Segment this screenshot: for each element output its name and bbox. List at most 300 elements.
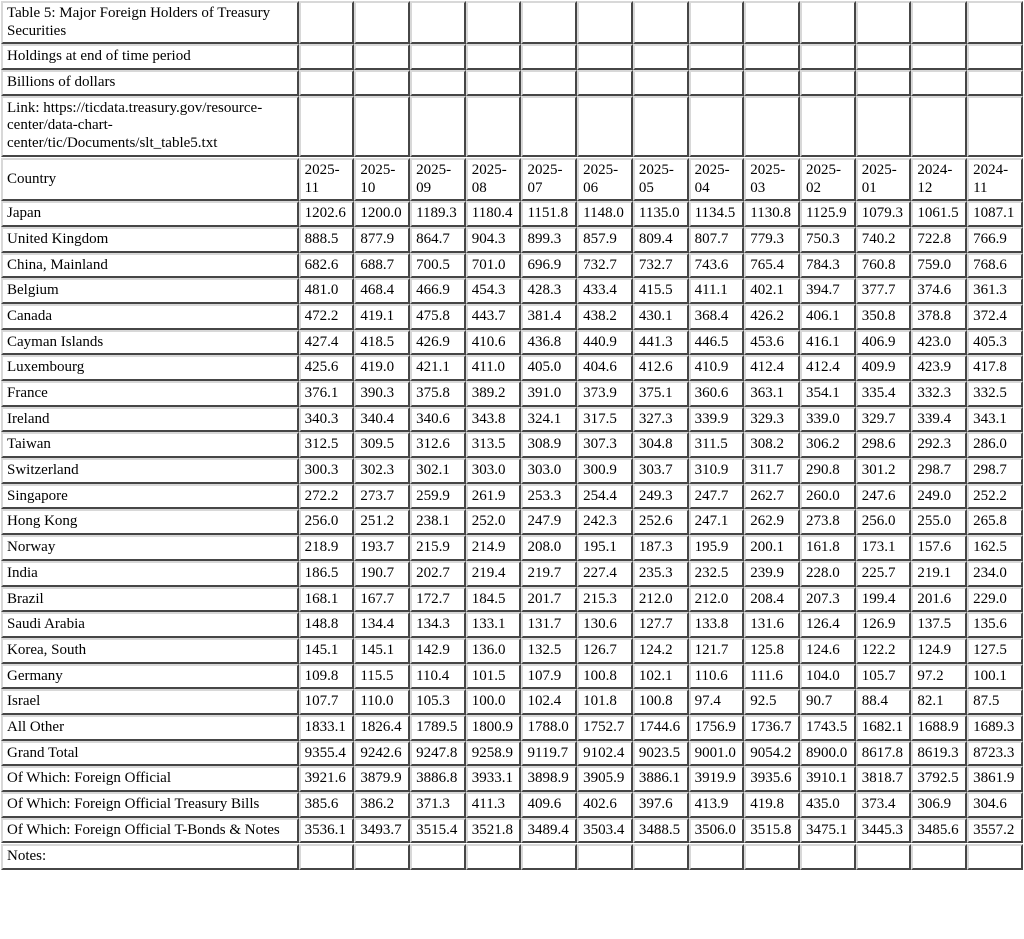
holdings-value-cell: 413.9 xyxy=(689,792,745,818)
notes-row-empty-cell xyxy=(299,844,355,870)
holdings-value-cell: 760.8 xyxy=(856,253,912,279)
subtitle-row-2 xyxy=(1,70,1023,96)
row-label-country: Ireland xyxy=(1,407,299,433)
subtitle-row-1-empty-cell xyxy=(967,44,1023,70)
holdings-value-cell: 193.7 xyxy=(354,535,410,561)
holdings-value-cell: 242.3 xyxy=(577,509,633,535)
holdings-value-cell: 115.5 xyxy=(354,664,410,690)
source-link-text[interactable]: Link: https://ticdata.treasury.gov/resource-center/data-chart-center/tic/Documents/slt_table5.txt xyxy=(1,96,299,157)
holdings-value-cell: 3792.5 xyxy=(911,766,967,792)
holdings-value-cell: 3921.6 xyxy=(299,766,355,792)
holdings-value-cell: 111.6 xyxy=(744,664,800,690)
holdings-value-cell: 1833.1 xyxy=(299,715,355,741)
holdings-value-cell: 302.3 xyxy=(354,458,410,484)
holdings-value-cell: 167.7 xyxy=(354,587,410,613)
holdings-value-cell: 195.9 xyxy=(689,535,745,561)
holdings-value-cell: 1202.6 xyxy=(299,201,355,227)
row-label-country: Japan xyxy=(1,201,299,227)
title-row-empty-cell xyxy=(354,1,410,44)
holdings-value-cell: 468.4 xyxy=(354,278,410,304)
holdings-value-cell: 340.3 xyxy=(299,407,355,433)
holdings-value-cell: 1682.1 xyxy=(856,715,912,741)
holdings-value-cell: 135.6 xyxy=(967,612,1023,638)
holdings-value-cell: 105.7 xyxy=(856,664,912,690)
holdings-value-cell: 317.5 xyxy=(577,407,633,433)
table-row xyxy=(1,278,1023,304)
title-row-empty-cell xyxy=(800,1,856,44)
holdings-value-cell: 1689.3 xyxy=(967,715,1023,741)
holdings-value-cell: 419.0 xyxy=(354,355,410,381)
holdings-value-cell: 101.8 xyxy=(577,689,633,715)
holdings-value-cell: 124.6 xyxy=(800,638,856,664)
holdings-value-cell: 3933.1 xyxy=(466,766,522,792)
holdings-value-cell: 378.8 xyxy=(911,304,967,330)
notes-row-empty-cell xyxy=(744,844,800,870)
holdings-value-cell: 3493.7 xyxy=(354,818,410,844)
holdings-value-cell: 298.6 xyxy=(856,432,912,458)
link-row-empty-cell xyxy=(911,96,967,157)
holdings-value-cell: 312.6 xyxy=(410,432,466,458)
holdings-value-cell: 9054.2 xyxy=(744,741,800,767)
link-row-empty-cell xyxy=(856,96,912,157)
subtitle-row-2-empty-cell xyxy=(466,70,522,96)
holdings-value-cell: 411.0 xyxy=(466,355,522,381)
holdings-value-cell: 423.9 xyxy=(911,355,967,381)
holdings-value-cell: 307.3 xyxy=(577,432,633,458)
holdings-value-cell: 273.8 xyxy=(800,509,856,535)
holdings-value-cell: 1688.9 xyxy=(911,715,967,741)
holdings-value-cell: 208.4 xyxy=(744,587,800,613)
table-row xyxy=(1,587,1023,613)
link-row-empty-cell xyxy=(466,96,522,157)
holdings-value-cell: 1130.8 xyxy=(744,201,800,227)
holdings-value-cell: 157.6 xyxy=(911,535,967,561)
subtitle-row-2-empty-cell xyxy=(967,70,1023,96)
table-row xyxy=(1,561,1023,587)
holdings-value-cell: 423.0 xyxy=(911,330,967,356)
holdings-value-cell: 454.3 xyxy=(466,278,522,304)
holdings-value-cell: 300.9 xyxy=(577,458,633,484)
holdings-value-cell: 201.6 xyxy=(911,587,967,613)
holdings-value-cell: 184.5 xyxy=(466,587,522,613)
column-header-country: Country xyxy=(1,158,299,201)
notes-row-empty-cell xyxy=(466,844,522,870)
holdings-value-cell: 132.5 xyxy=(521,638,577,664)
table-row xyxy=(1,407,1023,433)
holdings-value-cell: 3898.9 xyxy=(521,766,577,792)
holdings-value-cell: 219.4 xyxy=(466,561,522,587)
holdings-value-cell: 784.3 xyxy=(800,253,856,279)
holdings-value-cell: 3879.9 xyxy=(354,766,410,792)
holdings-value-cell: 3488.5 xyxy=(633,818,689,844)
table-row xyxy=(1,509,1023,535)
table-row xyxy=(1,227,1023,253)
holdings-value-cell: 371.3 xyxy=(410,792,466,818)
holdings-value-cell: 1743.5 xyxy=(800,715,856,741)
holdings-value-cell: 256.0 xyxy=(856,509,912,535)
holdings-value-cell: 133.8 xyxy=(689,612,745,638)
holdings-value-cell: 377.7 xyxy=(856,278,912,304)
holdings-value-cell: 410.9 xyxy=(689,355,745,381)
row-label-country: Belgium xyxy=(1,278,299,304)
holdings-value-cell: 766.9 xyxy=(967,227,1023,253)
holdings-value-cell: 262.7 xyxy=(744,484,800,510)
holdings-value-cell: 311.5 xyxy=(689,432,745,458)
holdings-value-cell: 438.2 xyxy=(577,304,633,330)
row-label-country: Norway xyxy=(1,535,299,561)
holdings-value-cell: 265.8 xyxy=(967,509,1023,535)
notes-row-empty-cell xyxy=(577,844,633,870)
title-row xyxy=(1,1,1023,44)
holdings-value-cell: 107.9 xyxy=(521,664,577,690)
holdings-value-cell: 87.5 xyxy=(967,689,1023,715)
holdings-value-cell: 3886.8 xyxy=(410,766,466,792)
holdings-value-cell: 110.6 xyxy=(689,664,745,690)
holdings-value-cell: 386.2 xyxy=(354,792,410,818)
holdings-value-cell: 227.4 xyxy=(577,561,633,587)
notes-label: Notes: xyxy=(1,844,299,870)
holdings-value-cell: 262.9 xyxy=(744,509,800,535)
table-row xyxy=(1,330,1023,356)
holdings-value-cell: 9247.8 xyxy=(410,741,466,767)
holdings-value-cell: 82.1 xyxy=(911,689,967,715)
title-row-empty-cell xyxy=(299,1,355,44)
holdings-value-cell: 3536.1 xyxy=(299,818,355,844)
holdings-value-cell: 1744.6 xyxy=(633,715,689,741)
holdings-value-cell: 309.5 xyxy=(354,432,410,458)
holdings-value-cell: 145.1 xyxy=(299,638,355,664)
holdings-value-cell: 302.1 xyxy=(410,458,466,484)
holdings-value-cell: 100.8 xyxy=(577,664,633,690)
table-row xyxy=(1,381,1023,407)
holdings-value-cell: 298.7 xyxy=(967,458,1023,484)
table-row xyxy=(1,741,1023,767)
holdings-value-cell: 402.6 xyxy=(577,792,633,818)
subtitle-row-1-empty-cell xyxy=(689,44,745,70)
holdings-value-cell: 374.6 xyxy=(911,278,967,304)
holdings-value-cell: 1125.9 xyxy=(800,201,856,227)
holdings-value-cell: 238.1 xyxy=(410,509,466,535)
table-row xyxy=(1,612,1023,638)
holdings-value-cell: 3506.0 xyxy=(689,818,745,844)
holdings-value-cell: 343.8 xyxy=(466,407,522,433)
holdings-value-cell: 372.4 xyxy=(967,304,1023,330)
column-header-period: 2025-09 xyxy=(410,158,466,201)
column-header-period: 2025-06 xyxy=(577,158,633,201)
holdings-value-cell: 247.7 xyxy=(689,484,745,510)
holdings-value-cell: 3503.4 xyxy=(577,818,633,844)
subtitle-row-2-empty-cell xyxy=(354,70,410,96)
row-label-country: Taiwan xyxy=(1,432,299,458)
holdings-value-cell: 1180.4 xyxy=(466,201,522,227)
holdings-value-cell: 327.3 xyxy=(633,407,689,433)
subtitle-row-1-empty-cell xyxy=(911,44,967,70)
holdings-value-cell: 3935.6 xyxy=(744,766,800,792)
holdings-value-cell: 688.7 xyxy=(354,253,410,279)
holdings-value-cell: 195.1 xyxy=(577,535,633,561)
holdings-value-cell: 252.0 xyxy=(466,509,522,535)
row-label-country: Brazil xyxy=(1,587,299,613)
holdings-value-cell: 124.2 xyxy=(633,638,689,664)
holdings-value-cell: 373.4 xyxy=(856,792,912,818)
holdings-value-cell: 426.2 xyxy=(744,304,800,330)
holdings-value-cell: 256.0 xyxy=(299,509,355,535)
holdings-value-cell: 415.5 xyxy=(633,278,689,304)
holdings-value-cell: 215.3 xyxy=(577,587,633,613)
holdings-value-cell: 443.7 xyxy=(466,304,522,330)
holdings-value-cell: 682.6 xyxy=(299,253,355,279)
holdings-value-cell: 232.5 xyxy=(689,561,745,587)
holdings-value-cell: 899.3 xyxy=(521,227,577,253)
holdings-value-cell: 134.3 xyxy=(410,612,466,638)
link-row-empty-cell xyxy=(577,96,633,157)
row-label-country: All Other xyxy=(1,715,299,741)
holdings-value-cell: 304.8 xyxy=(633,432,689,458)
holdings-value-cell: 247.9 xyxy=(521,509,577,535)
holdings-value-cell: 200.1 xyxy=(744,535,800,561)
holdings-value-cell: 107.7 xyxy=(299,689,355,715)
holdings-value-cell: 339.4 xyxy=(911,407,967,433)
column-header-period: 2025-08 xyxy=(466,158,522,201)
holdings-value-cell: 219.1 xyxy=(911,561,967,587)
holdings-value-cell: 864.7 xyxy=(410,227,466,253)
row-label-country: Canada xyxy=(1,304,299,330)
holdings-value-cell: 700.5 xyxy=(410,253,466,279)
holdings-value-cell: 235.3 xyxy=(633,561,689,587)
column-header-row xyxy=(1,158,1023,201)
holdings-value-cell: 187.3 xyxy=(633,535,689,561)
holdings-value-cell: 272.2 xyxy=(299,484,355,510)
holdings-value-cell: 361.3 xyxy=(967,278,1023,304)
holdings-value-cell: 3445.3 xyxy=(856,818,912,844)
holdings-value-cell: 475.8 xyxy=(410,304,466,330)
holdings-value-cell: 142.9 xyxy=(410,638,466,664)
holdings-value-cell: 376.1 xyxy=(299,381,355,407)
subtitle-row-2-empty-cell xyxy=(521,70,577,96)
holdings-value-cell: 225.7 xyxy=(856,561,912,587)
holdings-value-cell: 312.5 xyxy=(299,432,355,458)
holdings-value-cell: 406.9 xyxy=(856,330,912,356)
notes-row-empty-cell xyxy=(856,844,912,870)
subtitle-row-2-empty-cell xyxy=(744,70,800,96)
column-header-period: 2024-12 xyxy=(911,158,967,201)
holdings-value-cell: 904.3 xyxy=(466,227,522,253)
link-row-empty-cell xyxy=(410,96,466,157)
holdings-value-cell: 740.2 xyxy=(856,227,912,253)
holdings-value-cell: 249.3 xyxy=(633,484,689,510)
holdings-value-cell: 212.0 xyxy=(689,587,745,613)
subtitle-row-1-empty-cell xyxy=(744,44,800,70)
holdings-value-cell: 1148.0 xyxy=(577,201,633,227)
holdings-value-cell: 306.2 xyxy=(800,432,856,458)
link-row-empty-cell xyxy=(689,96,745,157)
holdings-value-cell: 173.1 xyxy=(856,535,912,561)
holdings-value-cell: 427.4 xyxy=(299,330,355,356)
notes-row xyxy=(1,844,1023,870)
column-header-period: 2025-11 xyxy=(299,158,355,201)
holdings-value-cell: 8619.3 xyxy=(911,741,967,767)
holdings-value-cell: 779.3 xyxy=(744,227,800,253)
subtitle-row-2-empty-cell xyxy=(800,70,856,96)
holdings-value-cell: 9023.5 xyxy=(633,741,689,767)
holdings-value-cell: 186.5 xyxy=(299,561,355,587)
holdings-value-cell: 100.8 xyxy=(633,689,689,715)
holdings-value-cell: 124.9 xyxy=(911,638,967,664)
holdings-value-cell: 286.0 xyxy=(967,432,1023,458)
holdings-value-cell: 9258.9 xyxy=(466,741,522,767)
subtitle-row-2-empty-cell xyxy=(299,70,355,96)
holdings-value-cell: 110.4 xyxy=(410,664,466,690)
holdings-value-cell: 343.1 xyxy=(967,407,1023,433)
holdings-value-cell: 360.6 xyxy=(689,381,745,407)
holdings-value-cell: 807.7 xyxy=(689,227,745,253)
holdings-value-cell: 172.7 xyxy=(410,587,466,613)
holdings-value-cell: 1788.0 xyxy=(521,715,577,741)
holdings-value-cell: 252.6 xyxy=(633,509,689,535)
subtitle-row-1-empty-cell xyxy=(800,44,856,70)
holdings-value-cell: 228.0 xyxy=(800,561,856,587)
subtitle-row-2-empty-cell xyxy=(856,70,912,96)
holdings-value-cell: 412.4 xyxy=(800,355,856,381)
subtitle-row-1-empty-cell xyxy=(856,44,912,70)
holdings-value-cell: 134.4 xyxy=(354,612,410,638)
holdings-value-cell: 131.7 xyxy=(521,612,577,638)
notes-row-empty-cell xyxy=(911,844,967,870)
row-label-country: China, Mainland xyxy=(1,253,299,279)
link-row-empty-cell xyxy=(299,96,355,157)
row-label-country: Germany xyxy=(1,664,299,690)
holdings-value-cell: 453.6 xyxy=(744,330,800,356)
holdings-value-cell: 409.6 xyxy=(521,792,577,818)
holdings-value-cell: 259.9 xyxy=(410,484,466,510)
row-label-country: Luxembourg xyxy=(1,355,299,381)
title-row-empty-cell xyxy=(633,1,689,44)
notes-row-empty-cell xyxy=(967,844,1023,870)
holdings-value-cell: 190.7 xyxy=(354,561,410,587)
holdings-value-cell: 340.6 xyxy=(410,407,466,433)
holdings-value-cell: 768.6 xyxy=(967,253,1023,279)
holdings-value-cell: 92.5 xyxy=(744,689,800,715)
treasury-holders-table-container xyxy=(0,1,1024,870)
holdings-value-cell: 394.7 xyxy=(800,278,856,304)
holdings-value-cell: 391.0 xyxy=(521,381,577,407)
holdings-value-cell: 290.8 xyxy=(800,458,856,484)
holdings-value-cell: 8900.0 xyxy=(800,741,856,767)
holdings-value-cell: 405.0 xyxy=(521,355,577,381)
holdings-value-cell: 304.6 xyxy=(967,792,1023,818)
holdings-value-cell: 368.4 xyxy=(689,304,745,330)
subtitle-row-1 xyxy=(1,44,1023,70)
holdings-value-cell: 254.4 xyxy=(577,484,633,510)
table-row xyxy=(1,818,1023,844)
holdings-value-cell: 350.8 xyxy=(856,304,912,330)
subtitle-row-1-empty-cell xyxy=(577,44,633,70)
holdings-value-cell: 3475.1 xyxy=(800,818,856,844)
table-row xyxy=(1,201,1023,227)
link-row xyxy=(1,96,1023,157)
holdings-value-cell: 3515.4 xyxy=(410,818,466,844)
holdings-value-cell: 100.1 xyxy=(967,664,1023,690)
subtitle-row-2-empty-cell xyxy=(410,70,466,96)
holdings-value-cell: 101.5 xyxy=(466,664,522,690)
holdings-value-cell: 732.7 xyxy=(633,253,689,279)
holdings-value-cell: 261.9 xyxy=(466,484,522,510)
holdings-value-cell: 3886.1 xyxy=(633,766,689,792)
holdings-value-cell: 339.9 xyxy=(689,407,745,433)
holdings-value-cell: 214.9 xyxy=(466,535,522,561)
column-header-period: 2025-07 xyxy=(521,158,577,201)
holdings-value-cell: 404.6 xyxy=(577,355,633,381)
holdings-value-cell: 255.0 xyxy=(911,509,967,535)
holdings-value-cell: 441.3 xyxy=(633,330,689,356)
holdings-value-cell: 218.9 xyxy=(299,535,355,561)
holdings-value-cell: 418.5 xyxy=(354,330,410,356)
title-row-empty-cell xyxy=(689,1,745,44)
holdings-value-cell: 411.3 xyxy=(466,792,522,818)
holdings-value-cell: 410.6 xyxy=(466,330,522,356)
holdings-value-cell: 148.8 xyxy=(299,612,355,638)
holdings-value-cell: 199.4 xyxy=(856,587,912,613)
notes-row-empty-cell xyxy=(800,844,856,870)
notes-row-empty-cell xyxy=(410,844,466,870)
holdings-value-cell: 381.4 xyxy=(521,304,577,330)
row-label-country: Of Which: Foreign Official Treasury Bills xyxy=(1,792,299,818)
holdings-value-cell: 201.7 xyxy=(521,587,577,613)
link-row-empty-cell xyxy=(967,96,1023,157)
holdings-value-cell: 97.4 xyxy=(689,689,745,715)
holdings-value-cell: 3905.9 xyxy=(577,766,633,792)
table-row xyxy=(1,253,1023,279)
holdings-value-cell: 433.4 xyxy=(577,278,633,304)
holdings-value-cell: 97.2 xyxy=(911,664,967,690)
table-notes-block xyxy=(1,844,1023,870)
holdings-value-cell: 126.7 xyxy=(577,638,633,664)
holdings-value-cell: 1061.5 xyxy=(911,201,967,227)
title-row-empty-cell xyxy=(466,1,522,44)
holdings-value-cell: 430.1 xyxy=(633,304,689,330)
column-header-period: 2025-05 xyxy=(633,158,689,201)
holdings-value-cell: 253.3 xyxy=(521,484,577,510)
holdings-value-cell: 472.2 xyxy=(299,304,355,330)
holdings-value-cell: 3515.8 xyxy=(744,818,800,844)
holdings-value-cell: 303.0 xyxy=(521,458,577,484)
holdings-value-cell: 332.3 xyxy=(911,381,967,407)
holdings-value-cell: 425.6 xyxy=(299,355,355,381)
holdings-value-cell: 373.9 xyxy=(577,381,633,407)
holdings-value-cell: 313.5 xyxy=(466,432,522,458)
holdings-value-cell: 428.3 xyxy=(521,278,577,304)
holdings-value-cell: 202.7 xyxy=(410,561,466,587)
holdings-value-cell: 696.9 xyxy=(521,253,577,279)
notes-row-empty-cell xyxy=(354,844,410,870)
holdings-value-cell: 1756.9 xyxy=(689,715,745,741)
holdings-value-cell: 234.0 xyxy=(967,561,1023,587)
holdings-value-cell: 436.8 xyxy=(521,330,577,356)
holdings-value-cell: 426.9 xyxy=(410,330,466,356)
holdings-value-cell: 308.9 xyxy=(521,432,577,458)
holdings-value-cell: 3919.9 xyxy=(689,766,745,792)
holdings-value-cell: 251.2 xyxy=(354,509,410,535)
subtitle-row-1-empty-cell xyxy=(299,44,355,70)
holdings-value-cell: 9102.4 xyxy=(577,741,633,767)
holdings-value-cell: 260.0 xyxy=(800,484,856,510)
holdings-value-cell: 397.6 xyxy=(633,792,689,818)
title-row-empty-cell xyxy=(967,1,1023,44)
row-label-country: United Kingdom xyxy=(1,227,299,253)
holdings-value-cell: 390.3 xyxy=(354,381,410,407)
subtitle-row-1-empty-cell xyxy=(466,44,522,70)
holdings-value-cell: 90.7 xyxy=(800,689,856,715)
